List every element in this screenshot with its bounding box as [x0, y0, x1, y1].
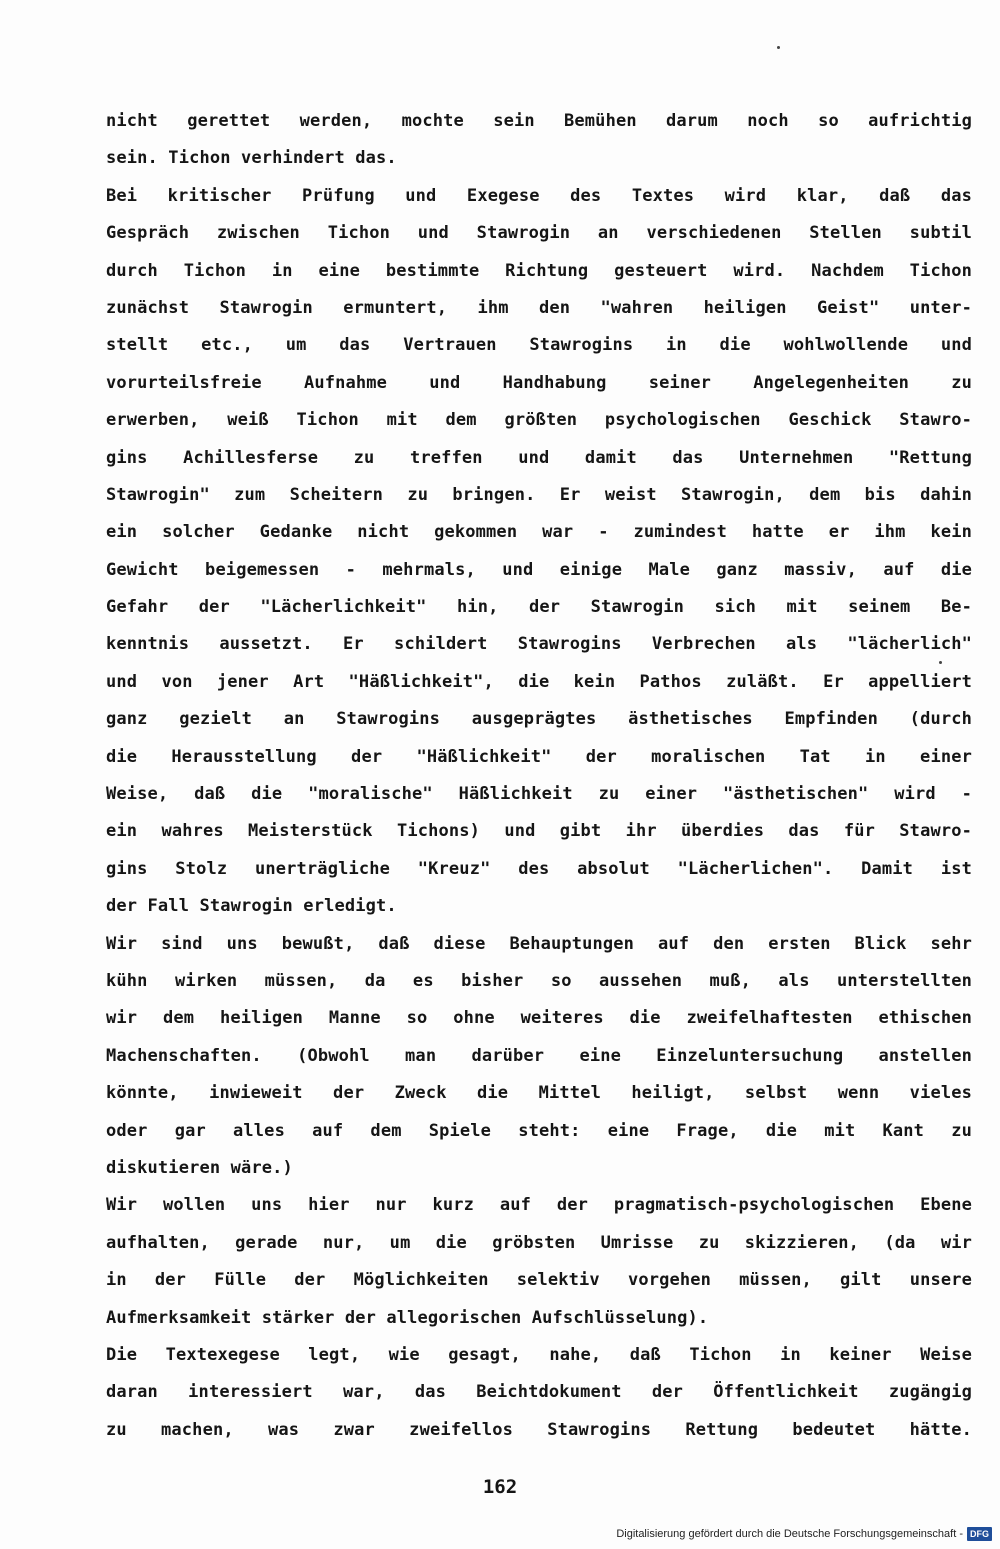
text-line: wir dem heiligen Manne so ohne weiteres die zweifelhaftesten ethischen: [106, 1008, 972, 1029]
text-line: könnte, inwieweit der Zweck die Mittel heiligt, selbst wenn vieles: [106, 1083, 972, 1104]
footer-text: Digitalisierung gefördert durch die Deutsche Forschungsgemeinschaft -: [616, 1528, 963, 1540]
text-line: zunächst Stawrogin ermuntert, ihm den "wahren heiligen Geist" unter-: [106, 297, 972, 318]
text-line: vorurteilsfreie Aufnahme und Handhabung seiner Angelegenheiten zu: [106, 372, 972, 393]
text-line: Machenschaften. (Obwohl man darüber eine Einzeluntersuchung anstellen: [106, 1045, 972, 1066]
text-line: gins Achillesferse zu treffen und damit das Unternehmen "Rettung: [106, 447, 972, 468]
text-line: Wir sind uns bewußt, daß diese Behauptungen auf den ersten Blick sehr: [106, 933, 972, 954]
text-line: Bei kritischer Prüfung und Exegese des Textes wird klar, daß das: [106, 185, 972, 206]
text-line: ein wahres Meisterstück Tichons) und gibt ihr überdies das für Stawro-: [106, 821, 972, 842]
text-line: ein solcher Gedanke nicht gekommen war - zumindest hatte er ihm kein: [106, 522, 972, 543]
text-line: durch Tichon in eine bestimmte Richtung gesteuert wird. Nachdem Tichon: [106, 260, 972, 281]
text-line: erwerben, weiß Tichon mit dem größten psychologischen Geschick Stawro-: [106, 410, 972, 431]
text-line: Gefahr der "Lächerlichkeit" hin, der Stawrogin sich mit seinem Be-: [106, 597, 972, 618]
text-line: gins Stolz unerträgliche "Kreuz" des absolut "Lächerlichen". Damit ist: [106, 858, 972, 879]
text-line: die Herausstellung der "Häßlichkeit" der moralischen Tat in einer: [106, 746, 972, 767]
text-line: daran interessiert war, das Beichtdokument der Öffentlichkeit zugängig: [106, 1382, 972, 1403]
text-line: Aufmerksamkeit stärker der allegorischen Aufschlüsselung).: [106, 1307, 709, 1328]
scan-speck: [777, 46, 780, 49]
text-line: oder gar alles auf dem Spiele steht: eine Frage, die mit Kant zu: [106, 1120, 972, 1141]
text-line: stellt etc., um das Vertrauen Stawrogins in die wohlwollende und: [106, 335, 972, 356]
text-line: kenntnis aussetzt. Er schildert Stawrogins Verbrechen als "lächerlich": [106, 634, 972, 655]
body-text: [106, 103, 972, 1449]
page-number: 162: [482, 1476, 518, 1498]
text-line: kühn wirken müssen, da es bisher so aussehen muß, als unterstellten: [106, 970, 972, 991]
text-line: Gewicht beigemessen - mehrmals, und einige Male ganz massiv, auf die: [106, 559, 972, 580]
text-line: der Fall Stawrogin erledigt.: [106, 896, 397, 917]
dfg-logo: DFG: [967, 1527, 992, 1541]
text-line: in der Fülle der Möglichkeiten selektiv vorgehen müssen, gilt unsere: [106, 1270, 972, 1291]
text-line: Gespräch zwischen Tichon und Stawrogin an verschiedenen Stellen subtil: [106, 223, 972, 244]
text-line: und von jener Art "Häßlichkeit", die kein Pathos zuläßt. Er appelliert: [106, 671, 972, 692]
text-line: Stawrogin" zum Scheitern zu bringen. Er weist Stawrogin, dem bis dahin: [106, 484, 972, 505]
text-line: Weise, daß die "moralische" Häßlichkeit zu einer "ästhetischen" wird -: [106, 784, 972, 805]
text-line: Wir wollen uns hier nur kurz auf der pragmatisch-psychologischen Ebene: [106, 1195, 972, 1216]
text-line: aufhalten, gerade nur, um die gröbsten Umrisse zu skizzieren, (da wir: [106, 1232, 972, 1253]
text-line: ganz gezielt an Stawrogins ausgeprägtes ästhetisches Empfinden (durch: [106, 709, 972, 730]
text-line: nicht gerettet werden, mochte sein Bemühen darum noch so aufrichtig: [106, 111, 972, 131]
digitization-footer: [616, 1527, 992, 1541]
text-line: diskutieren wäre.): [106, 1157, 293, 1178]
text-line: zu machen, was zwar zweifellos Stawrogins Rettung bedeutet hätte.: [106, 1419, 972, 1440]
text-line: sein. Tichon verhindert das.: [106, 148, 397, 169]
text-line: Die Textexegese legt, wie gesagt, nahe, daß Tichon in keiner Weise: [106, 1344, 972, 1365]
